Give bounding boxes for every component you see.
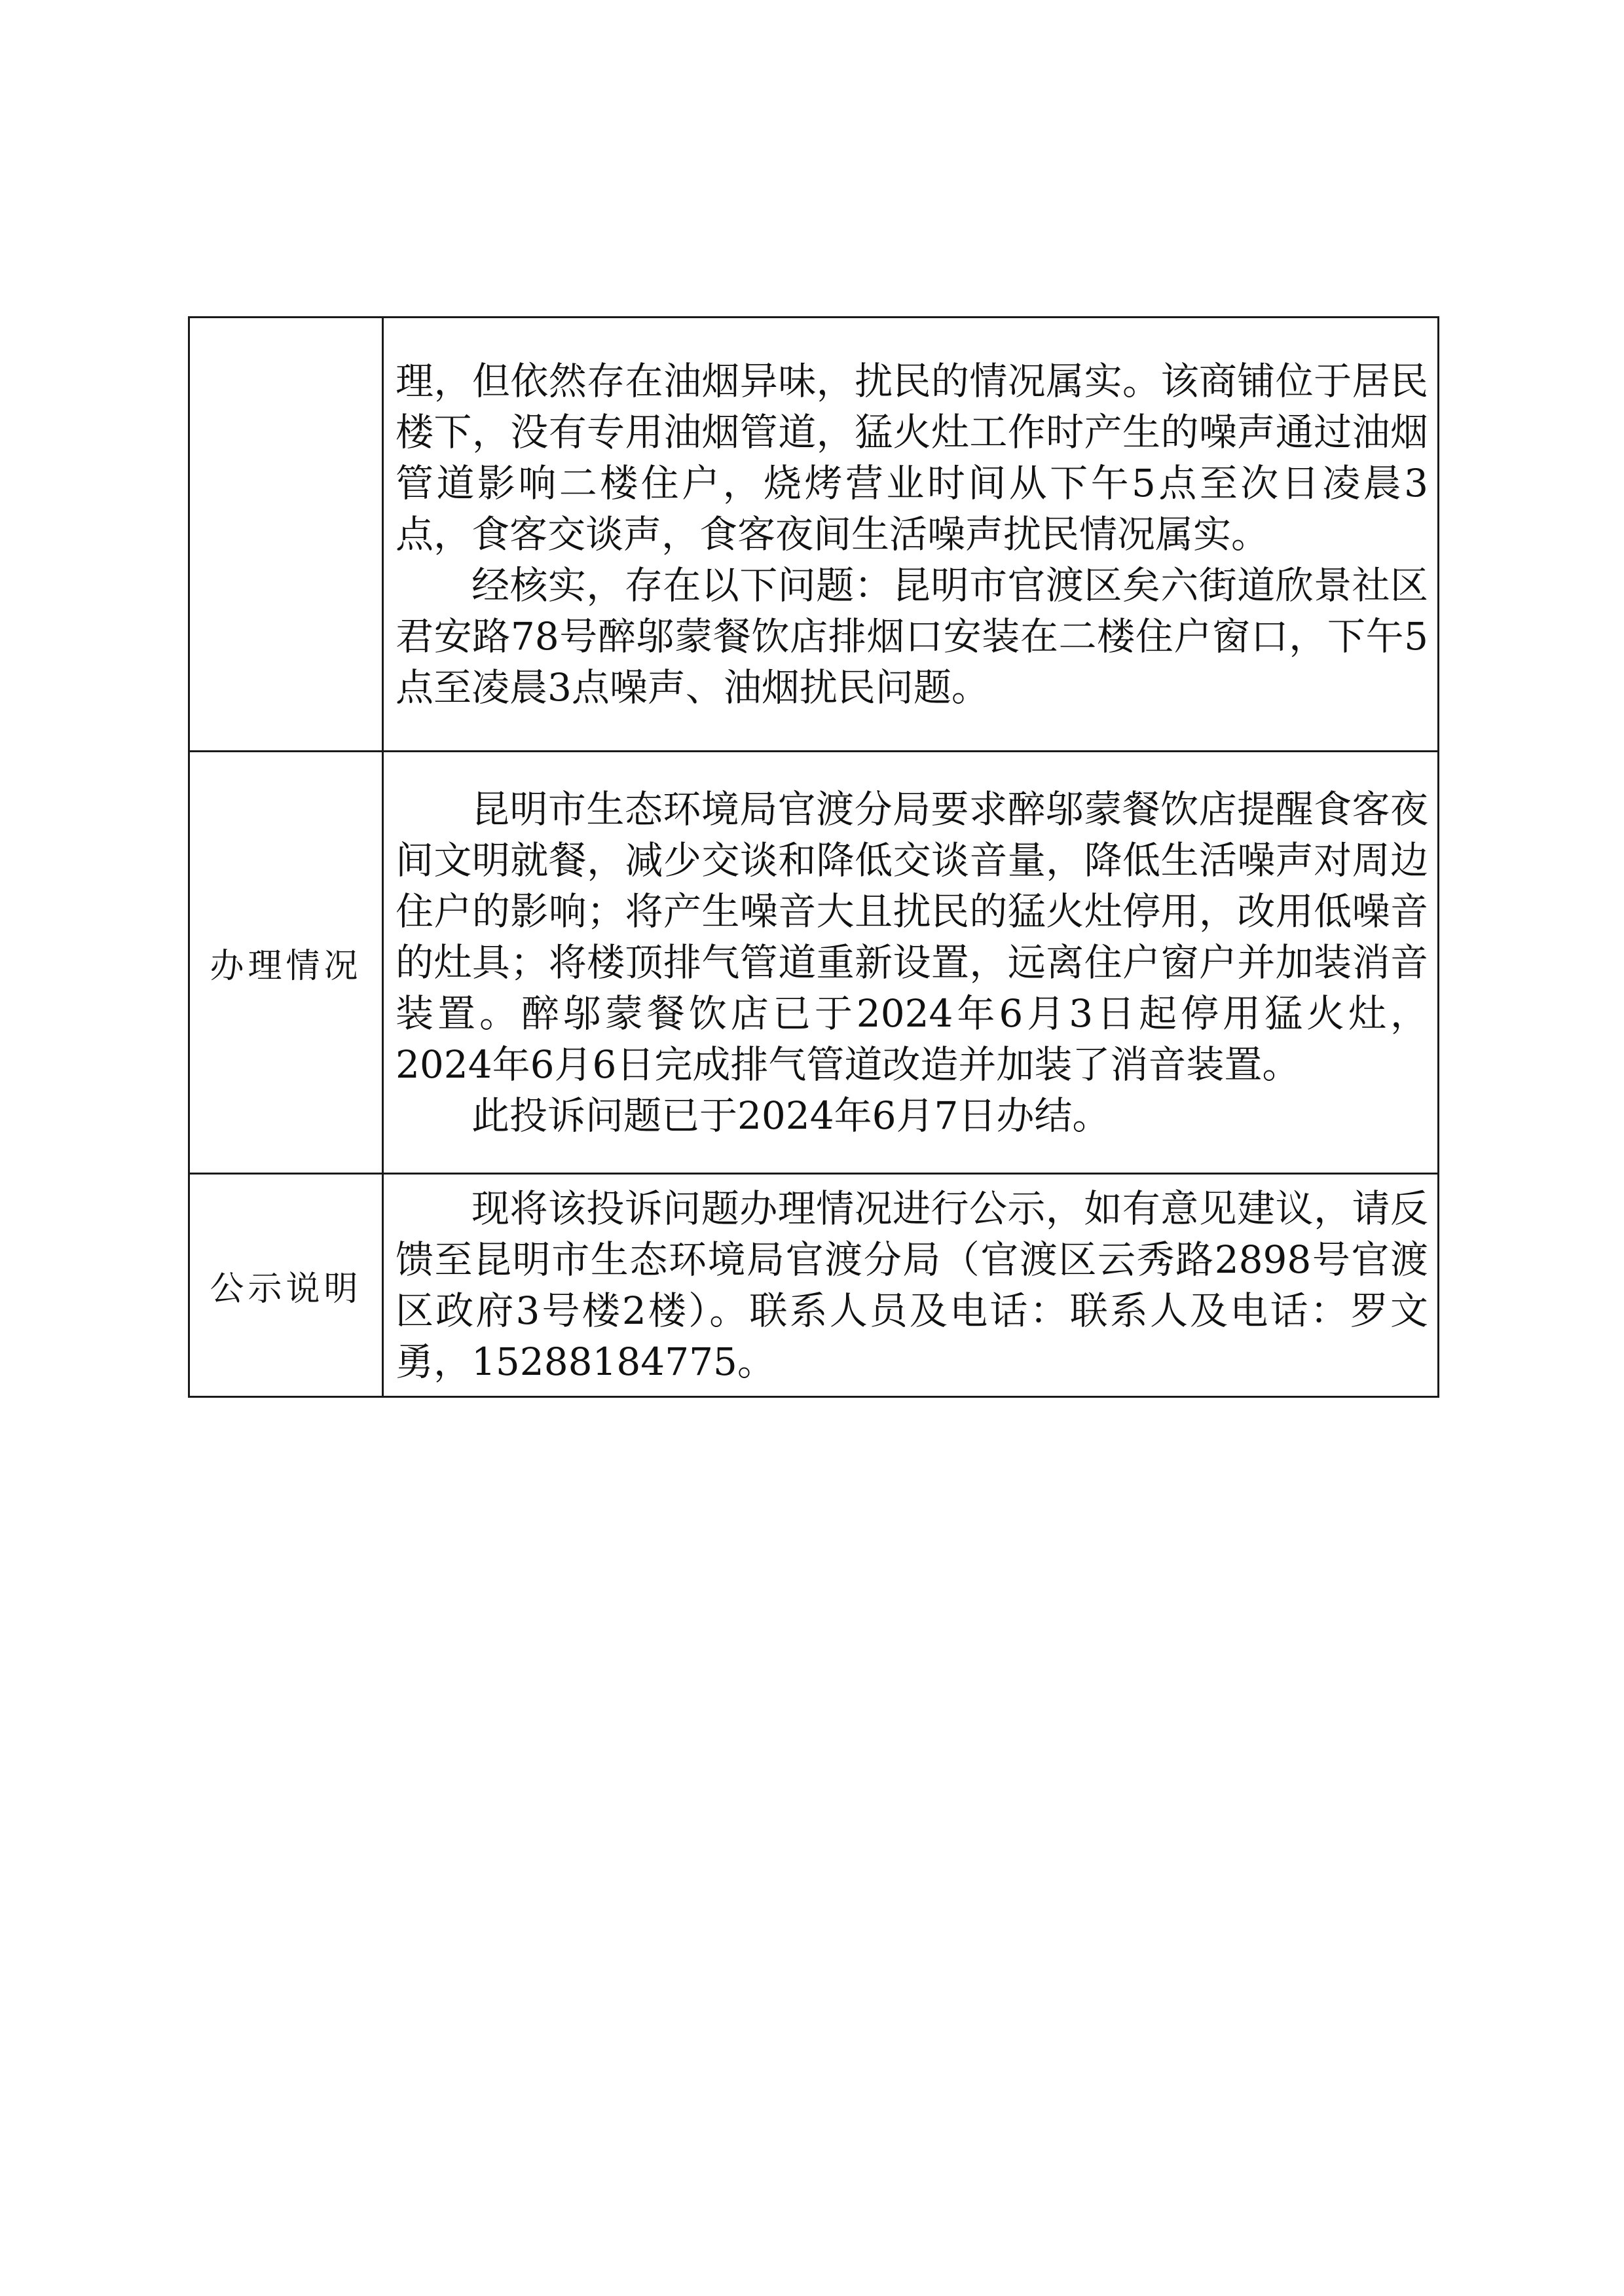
- handling-paragraph: 昆明市生态环境局官渡分局要求醉邬蒙餐饮店提醒食客夜间文明就餐，减少交谈和降低交谈音量，降低生活噪声对周边住户的影响；将产生噪音大且扰民的猛火灶停用，改用低噪音的灶具；将楼顶排气管道重新设置，远离住户窗户并加装消音装置。醉邬蒙餐饮店已于2024年6月3日起停用猛火灶，2024年6月6日完成排气管道改造并加装了消音装置。: [396, 787, 1428, 1087]
- verification-paragraph: 经核实，存在以下问题：昆明市官渡区矣六街道欣景社区君安路78号醉邬蒙餐饮店排烟口安装在二楼住户窗口，下午5点至凌晨3点噪声、油烟扰民问题。: [396, 563, 1428, 710]
- table-row-handling: [189, 752, 1439, 1174]
- closure-paragraph: 此投诉问题已于2024年6月7日办结。: [471, 1093, 1111, 1138]
- row-label-notice: 公示说明: [189, 1174, 383, 1397]
- investigation-continued-paragraph: 理，但依然存在油烟异味，扰民的情况属实。该商铺位于居民楼下，没有专用油烟管道，猛火灶工作时产生的噪声通过油烟管道影响二楼住户，烧烤营业时间从下午5点至次日凌晨3点，食客交谈声，食客夜间生活噪声扰民情况属实。: [396, 359, 1428, 556]
- row-content: [383, 318, 1439, 752]
- table-row-notice: [189, 1174, 1439, 1397]
- row-label: [189, 318, 383, 752]
- table-row-investigation: [189, 318, 1439, 752]
- complaint-record-table: [188, 316, 1439, 1398]
- notice-paragraph: 现将该投诉问题办理情况进行公示，如有意见建议，请反馈至昆明市生态环境局官渡分局（官渡区云秀路2898号官渡区政府3号楼2楼）。联系人员及电话：联系人及电话：罗文勇，15288184775。: [396, 1186, 1428, 1384]
- row-label-handling: 办理情况: [189, 752, 383, 1174]
- row-content-handling: [383, 752, 1439, 1174]
- row-content-notice: [383, 1174, 1439, 1397]
